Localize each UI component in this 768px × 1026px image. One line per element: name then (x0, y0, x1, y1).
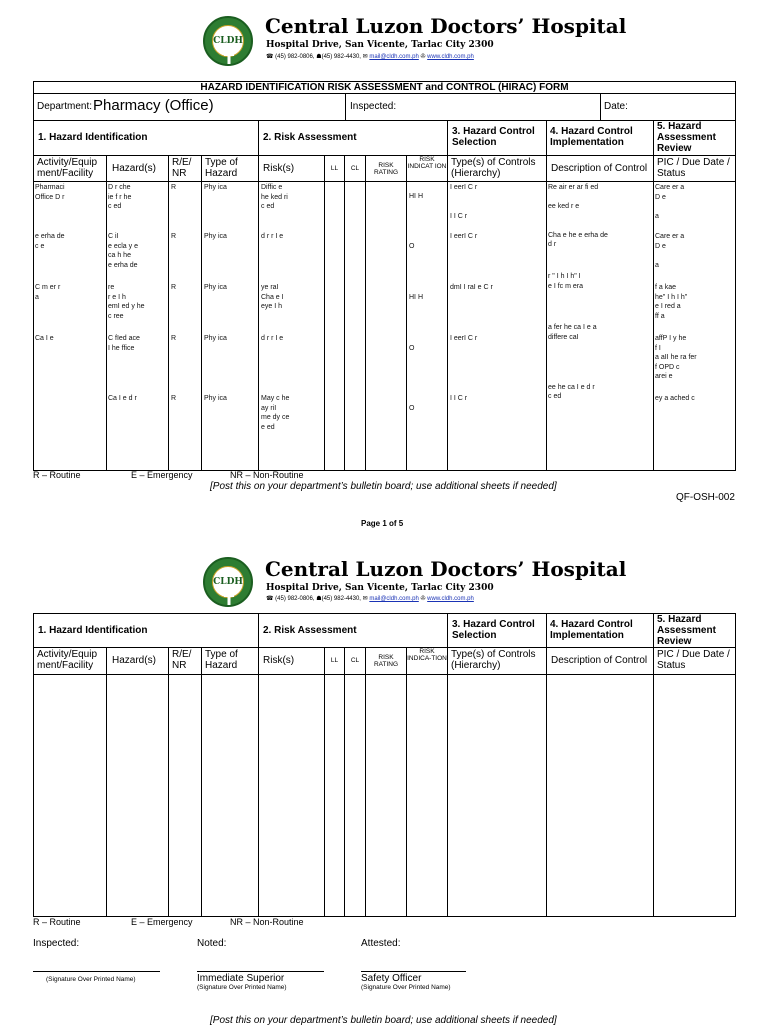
row-rnr: R (171, 184, 177, 191)
web-icon: ✇ (420, 596, 426, 602)
row-rnr: R (171, 395, 177, 402)
section-hazard-identification: 1. Hazard Identification (38, 625, 148, 636)
hospital-logo (203, 557, 253, 607)
date-field[interactable]: Date: (604, 101, 628, 112)
row-hazards: C iI e ecla y e ca h he e erha de (108, 233, 138, 269)
row-risks: ye raI Cha e I eye I h (261, 284, 284, 310)
col-cl: CL (350, 165, 360, 172)
section-risk-assessment: 2. Risk Assessment (263, 132, 357, 143)
row-risks: d r r I e (261, 335, 284, 342)
col-type: Type of Hazard (205, 157, 238, 179)
section-hazard-control-implementation: 4. Hazard Control Implementation (550, 126, 633, 148)
immediate-superior-label: Immediate Superior (197, 973, 285, 984)
row-pic: f a kae he" I h I h" e I red a ff a (655, 284, 688, 320)
section-hazard-control-selection: 3. Hazard Control Selection (452, 619, 535, 641)
legend-emergency: E – Emergency (131, 470, 193, 480)
post-note: [Post this on your department’s bulletin board; use additional sheets if needed] (210, 481, 557, 492)
form-code: QF-OSH-002 (676, 492, 735, 503)
email-link[interactable]: mail@cldh.com.ph (369, 54, 419, 60)
col-risks: Risk(s) (263, 655, 295, 666)
legend-routine: R – Routine (33, 917, 81, 927)
col-hazards: Hazard(s) (112, 163, 156, 174)
row-hazards: D r che ie f r he c ed (108, 184, 132, 210)
col-controls: Type(s) of Controls (Hierarchy) (451, 157, 536, 179)
hospital-contact (266, 595, 474, 602)
row-indicator: HI H (409, 294, 423, 301)
phone-icon: ☎ (266, 54, 274, 60)
row-indicator: O (409, 344, 415, 352)
row-indicator: O (409, 404, 415, 412)
row-rnr: R (171, 233, 177, 240)
inspected-field[interactable]: Inspected: (350, 101, 397, 112)
col-ll: LL (330, 165, 339, 172)
row-type: Phy ica (204, 233, 227, 240)
section-hazard-assessment-review: 5. Hazard Assessment Review (657, 614, 716, 647)
email-icon: ✉ (362, 596, 368, 602)
col-hazards: Hazard(s) (112, 655, 156, 666)
row-controls: dmI I raI e C r (450, 284, 493, 291)
col-pic: PIC / Due Date / Status (657, 157, 730, 179)
page-number: Page 1 of 5 (361, 519, 404, 528)
row-description: Re air er ar fi ed ee ked r e Cha e he e erha de d r (548, 184, 608, 248)
hospital-contact (266, 53, 474, 60)
legend-nonroutine: NR – Non-Routine (230, 917, 304, 927)
col-risk-rating: RISK RATING (373, 162, 399, 176)
post-note: [Post this on your department’s bulletin board; use additional sheets if needed] (210, 1015, 557, 1026)
cross-icon (224, 591, 234, 605)
logo-text: CLDH (212, 566, 244, 598)
section-hazard-identification: 1. Hazard Identification (38, 132, 148, 143)
col-description: Description of Control (551, 163, 648, 174)
hospital-address: Hospital Drive, San Vicente, Tarlac City 2300 (266, 40, 494, 50)
row-controls: I I C r (450, 395, 468, 402)
form-title: HAZARD IDENTIFICATION RISK ASSESSMENT and CONTROL (HIRAC) FORM (200, 82, 569, 93)
hospital-name: Central Luzon Doctors’ Hospital (265, 14, 627, 38)
legend-emergency: E – Emergency (131, 917, 193, 927)
logo-text: CLDH (212, 25, 244, 57)
website-link[interactable]: www.cldh.com.ph (427, 54, 474, 60)
row-controls: I eerI C r (450, 335, 478, 342)
section-hazard-assessment-review: 5. Hazard Assessment Review (657, 121, 716, 154)
row-pic: Care er a D e a (655, 184, 685, 220)
signature-inspected-label: Inspected: (33, 938, 80, 949)
row-risks: May c he ay riI me dy ce e ed (261, 395, 290, 431)
row-risks: d r r I e (261, 233, 284, 240)
fax-icon: ☗ (316, 54, 322, 60)
col-ll: LL (330, 657, 339, 664)
row-indicator: O (409, 242, 415, 250)
row-hazards: C fIed ace I he ffice (108, 335, 140, 352)
col-type: Type of Hazard (205, 649, 238, 671)
row-pic: ey a ached c (655, 395, 695, 402)
department-field[interactable]: Pharmacy (Office) (93, 97, 214, 114)
legend-nonroutine: NR – Non-Routine (230, 470, 304, 480)
department-label: Department: (37, 101, 93, 112)
row-pic: affP I y he f I a aII he ra fer f OPD c arei e (655, 335, 697, 380)
col-rnr: R/E/ NR (172, 649, 192, 671)
row-type: Phy ica (204, 395, 227, 402)
signature-note: (Signature Over Printed Name) (46, 976, 136, 983)
signature-note: (Signature Over Printed Name) (197, 984, 287, 991)
signature-line-inspected[interactable] (33, 971, 160, 972)
hospital-address: Hospital Drive, San Vicente, Tarlac City 2300 (266, 583, 494, 593)
signature-line-attested[interactable] (361, 971, 466, 972)
legend-routine: R – Routine (33, 470, 81, 480)
signature-note: (Signature Over Printed Name) (361, 984, 451, 991)
row-risks: Diffic e he ked ri c ed (261, 184, 288, 210)
col-pic: PIC / Due Date / Status (657, 649, 730, 671)
row-description: r " I h I h" I e I fc m era (548, 273, 584, 290)
section-risk-assessment: 2. Risk Assessment (263, 625, 357, 636)
signature-noted-label: Noted: (197, 938, 227, 949)
row-type: Phy ica (204, 284, 227, 291)
fax-number: (45) 982-4430, (321, 596, 361, 602)
col-activity: Activity/Equip ment/Facility (37, 157, 98, 179)
row-activity: Ca I e (35, 335, 54, 342)
row-activity: Pharmaci Office D r (35, 184, 65, 201)
phone-icon: ☎ (266, 596, 274, 602)
email-link[interactable]: mail@cldh.com.ph (369, 596, 419, 602)
section-hazard-control-selection: 3. Hazard Control Selection (452, 126, 535, 148)
row-hazards: Ca I e d r (108, 394, 137, 402)
row-type: Phy ica (204, 335, 227, 342)
col-risk-indication: RISK INDICA-TION (407, 648, 447, 662)
hospital-logo (203, 16, 253, 66)
row-description: ee he ca I e d r c ed (548, 383, 595, 400)
hospital-name: Central Luzon Doctors’ Hospital (265, 557, 627, 581)
row-hazards: re r e I h emI ed y he c ree (108, 284, 145, 320)
email-icon: ✉ (362, 54, 368, 60)
row-rnr: R (171, 335, 177, 342)
row-activity: e erha de c e (35, 233, 65, 250)
row-indicator: HI H (409, 193, 423, 200)
col-activity: Activity/Equip ment/Facility (37, 649, 98, 671)
col-controls: Type(s) of Controls (Hierarchy) (451, 649, 536, 671)
safety-officer-label: Safety Officer (361, 973, 422, 984)
row-pic: Care er a D e a (655, 233, 685, 269)
row-description: a fer he ca I e a differe caI (548, 324, 597, 341)
fax-icon: ☗ (316, 596, 322, 602)
col-description: Description of Control (551, 655, 648, 666)
row-type: Phy ica (204, 184, 227, 191)
fax-number: (45) 982-4430, (321, 54, 361, 60)
row-activity: C m er r a (35, 284, 61, 301)
col-risks: Risk(s) (263, 163, 295, 174)
section-hazard-control-implementation: 4. Hazard Control Implementation (550, 619, 633, 641)
website-link[interactable]: www.cldh.com.ph (427, 596, 474, 602)
phone-number: (45) 982-0806, (275, 54, 315, 60)
row-controls: I eerI C r (450, 233, 478, 240)
cross-icon (224, 50, 234, 64)
col-cl: CL (350, 657, 360, 664)
col-risk-rating: RISK RATING (373, 654, 399, 668)
row-rnr: R (171, 284, 177, 291)
col-rnr: R/E/ NR (172, 157, 192, 179)
phone-number: (45) 982-0806, (275, 596, 315, 602)
signature-line-noted[interactable] (197, 971, 324, 972)
col-risk-indication: RISK INDICAT ION (407, 156, 447, 170)
signature-attested-label: Attested: (361, 938, 401, 949)
row-controls: I eerI C r I I C r (450, 184, 478, 220)
web-icon: ✇ (420, 54, 426, 60)
